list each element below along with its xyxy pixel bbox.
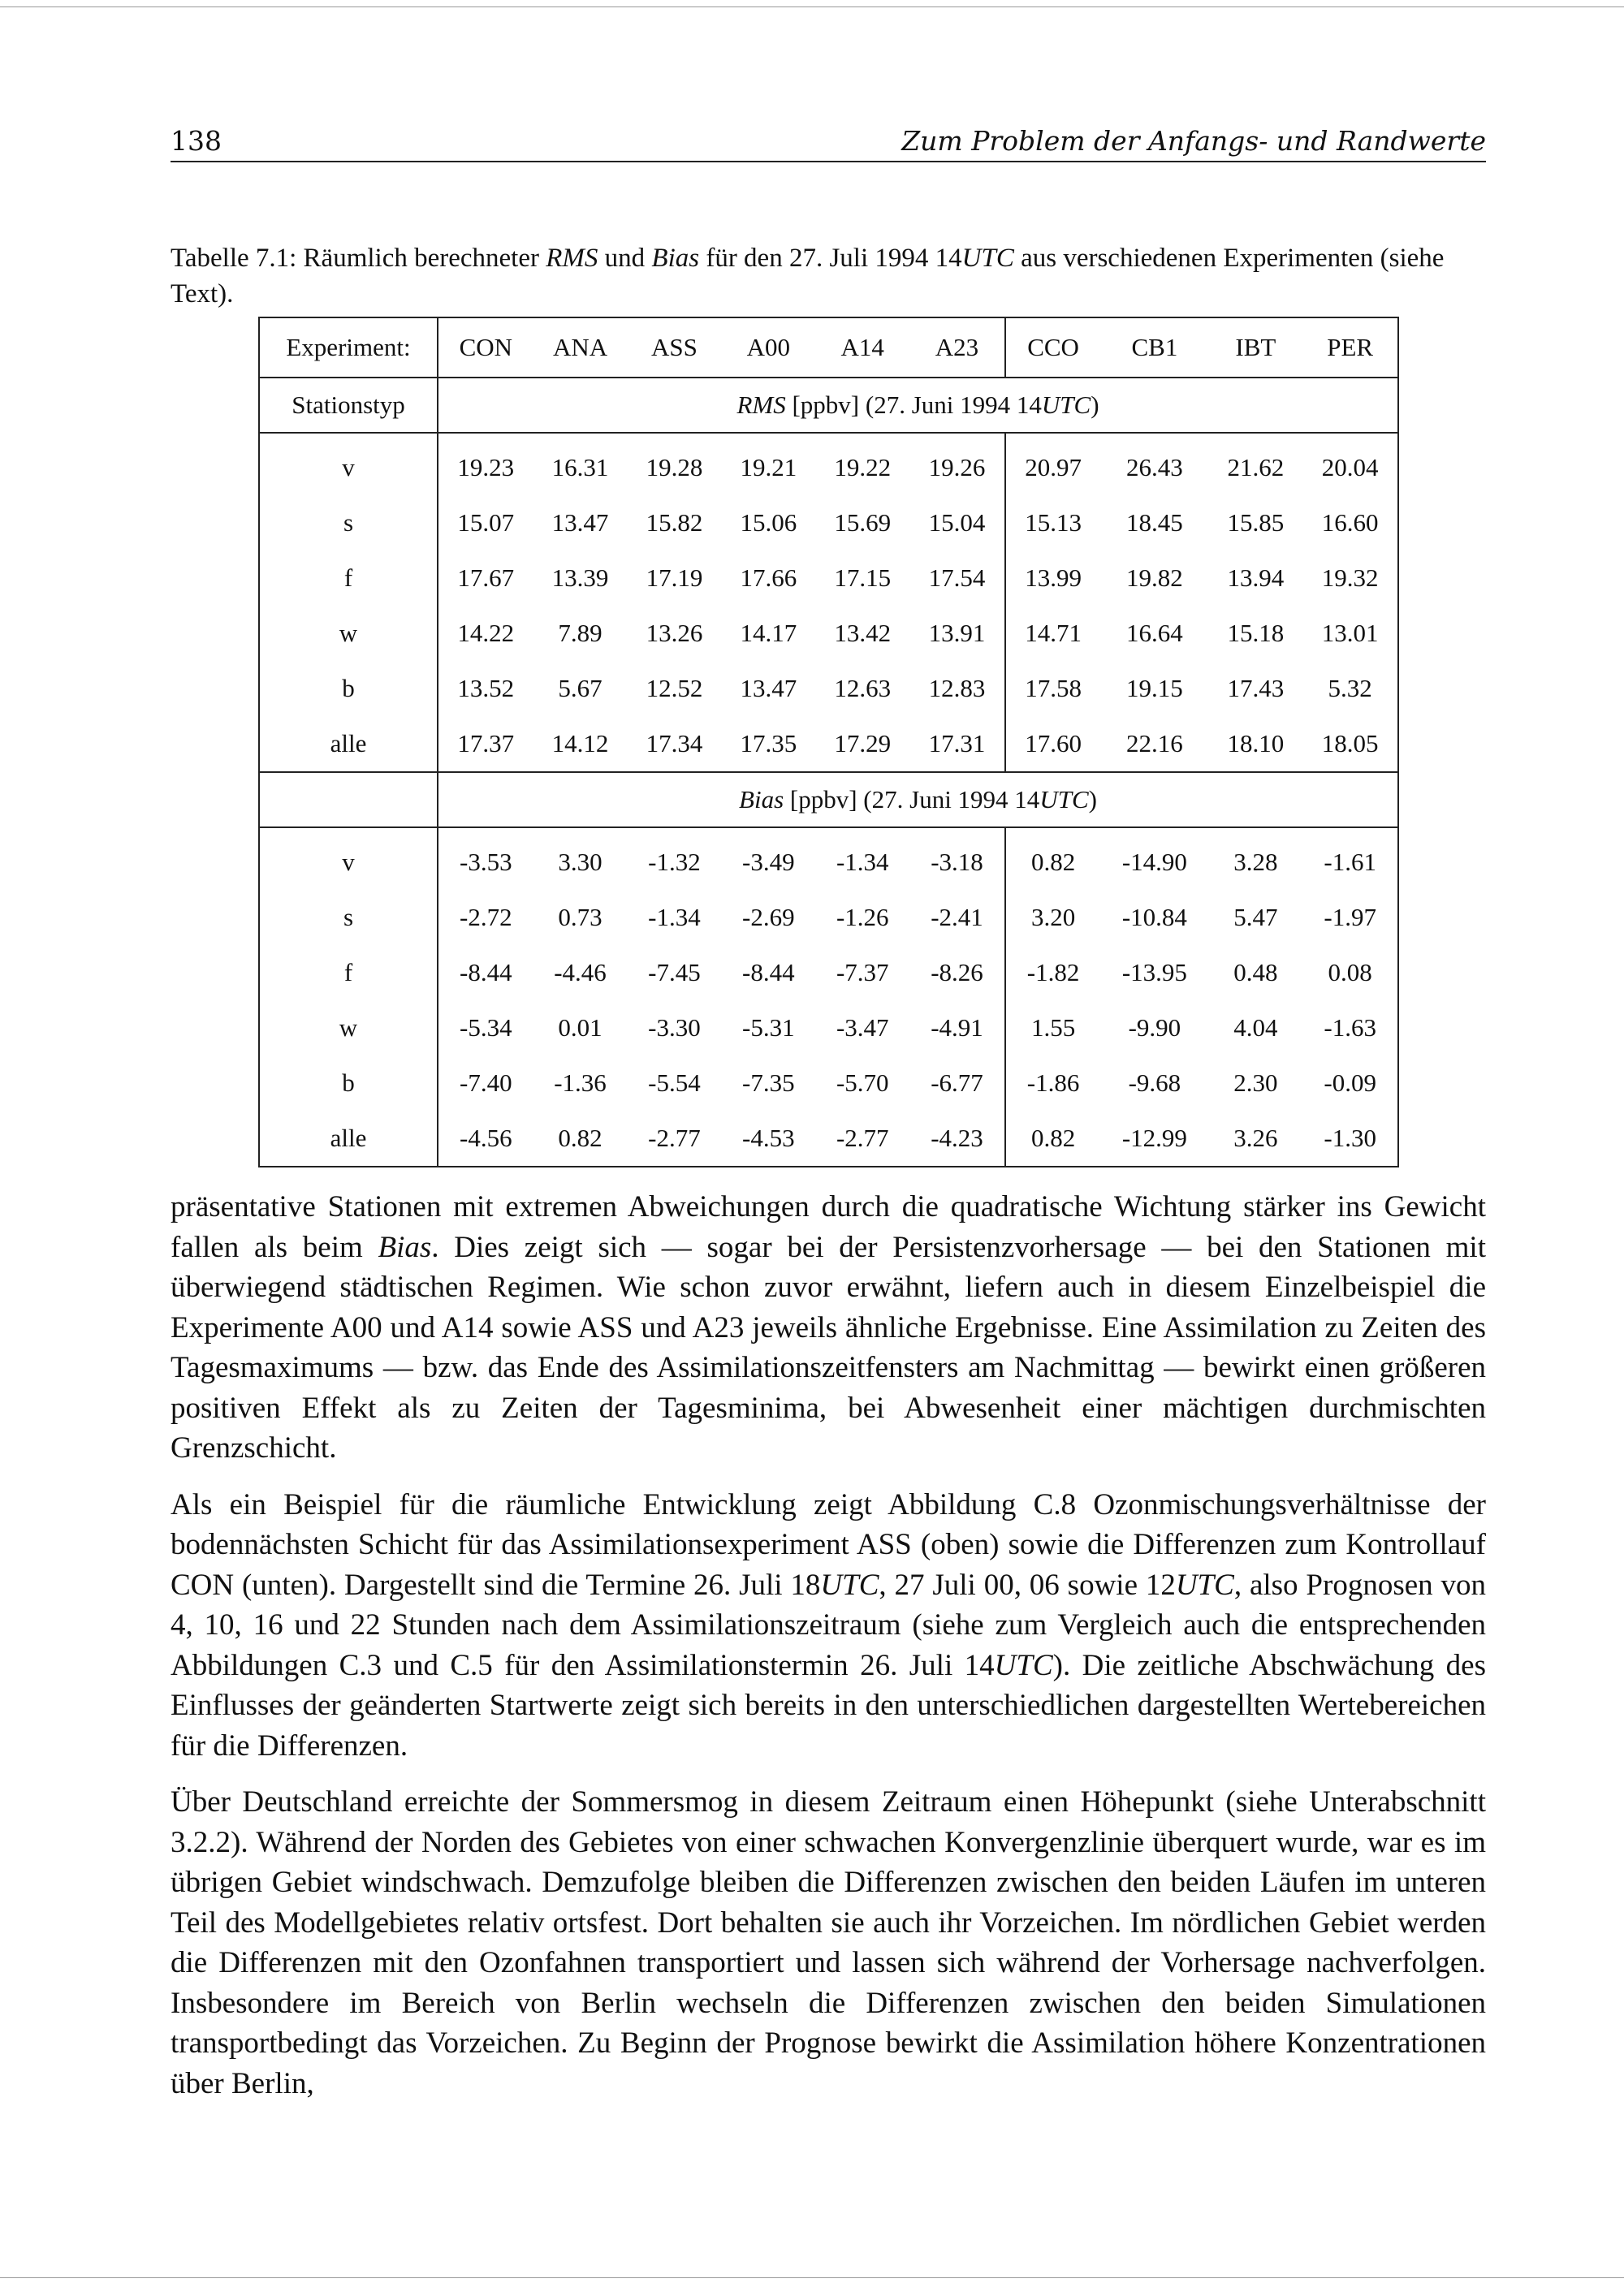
value-cell: -6.77 [931, 1068, 983, 1097]
station-type: b [342, 1068, 355, 1097]
value-cell: -3.49 [721, 827, 815, 890]
value-cell: 20.97 [1005, 433, 1101, 495]
value-cell: 21.62 [1208, 433, 1302, 495]
value-cell: -4.46 [554, 958, 607, 986]
value-cell: -2.41 [931, 903, 983, 931]
value-cell: 17.54 [928, 563, 986, 592]
value-cell: 17.60 [1005, 716, 1101, 772]
value-cell: -1.97 [1324, 903, 1376, 931]
section-header-row [259, 378, 1398, 433]
value-cell: 5.32 [1328, 674, 1372, 702]
value-cell: 17.43 [1227, 674, 1285, 702]
table-row [259, 606, 1398, 661]
value-cell: 0.01 [558, 1013, 603, 1042]
experiment-label: Experiment: [286, 333, 411, 361]
value-cell: 15.85 [1227, 508, 1285, 537]
column-header: CB1 [1131, 333, 1178, 361]
value-cell: 19.28 [627, 433, 721, 495]
column-header: CON [438, 317, 533, 378]
value-cell: -7.35 [742, 1068, 795, 1097]
value-cell: -2.77 [648, 1124, 701, 1152]
value-cell: 17.37 [438, 716, 533, 772]
value-cell: 17.67 [438, 550, 533, 606]
value-cell: -10.84 [1121, 903, 1187, 931]
table-row [259, 716, 1398, 772]
value-cell: 5.67 [558, 674, 603, 702]
value-cell: 14.71 [1005, 606, 1101, 661]
value-cell: 13.47 [551, 508, 609, 537]
value-cell: 19.21 [721, 433, 815, 495]
value-cell: 18.10 [1227, 729, 1285, 757]
table-row [259, 1111, 1398, 1167]
value-cell: -5.31 [742, 1013, 795, 1042]
value-cell: 18.05 [1321, 729, 1379, 757]
value-cell: 14.12 [551, 729, 609, 757]
value-cell: 3.26 [1233, 1124, 1278, 1152]
value-cell: 15.04 [928, 508, 986, 537]
value-cell: -5.70 [836, 1068, 889, 1097]
station-type: f [343, 958, 353, 986]
page-number: 138 [171, 125, 222, 157]
value-cell: 17.19 [646, 563, 703, 592]
scan-edge-bottom [0, 2277, 1624, 2278]
value-cell: 19.32 [1321, 563, 1379, 592]
value-cell: 19.82 [1126, 563, 1183, 592]
value-cell: -2.69 [742, 903, 795, 931]
column-header: ASS [651, 333, 698, 361]
value-cell: -12.99 [1121, 1124, 1187, 1152]
value-cell: 7.89 [558, 619, 603, 647]
table-row [259, 495, 1398, 550]
value-cell: 18.45 [1126, 508, 1183, 537]
value-cell: -13.95 [1121, 958, 1187, 986]
value-cell: 19.23 [438, 433, 533, 495]
value-cell: 0.82 [558, 1124, 603, 1152]
column-header: IBT [1235, 333, 1276, 361]
column-header: PER [1327, 333, 1374, 361]
value-cell: -1.34 [648, 903, 701, 931]
station-type: alle [330, 1124, 367, 1152]
station-type: v [259, 827, 438, 890]
value-cell: -2.72 [438, 890, 533, 945]
section-header-row [259, 772, 1398, 827]
section-title: RMS [ppbv] (27. Juni 1994 14UTC) [438, 378, 1398, 433]
value-cell: -7.40 [438, 1055, 533, 1111]
value-cell: 4.04 [1233, 1013, 1278, 1042]
value-cell: -3.18 [909, 827, 1005, 890]
value-cell: 12.63 [834, 674, 892, 702]
value-cell: -4.23 [931, 1124, 983, 1152]
column-header: A14 [840, 333, 884, 361]
value-cell: -1.32 [627, 827, 721, 890]
value-cell: 17.35 [740, 729, 797, 757]
value-cell: 0.73 [558, 903, 603, 931]
column-header: A23 [935, 333, 979, 361]
value-cell: -1.26 [836, 903, 889, 931]
value-cell: -3.53 [438, 827, 533, 890]
value-cell: -5.34 [438, 1000, 533, 1055]
table-row [259, 1055, 1398, 1111]
value-cell: -2.77 [836, 1124, 889, 1152]
value-cell: -1.34 [815, 827, 909, 890]
value-cell: 13.99 [1005, 550, 1101, 606]
value-cell: -7.37 [836, 958, 889, 986]
value-cell: -5.54 [648, 1068, 701, 1097]
table-row [259, 1000, 1398, 1055]
value-cell: -8.44 [742, 958, 795, 986]
station-type: alle [330, 729, 367, 757]
value-cell: 12.52 [646, 674, 703, 702]
table-header-row [259, 317, 1398, 378]
value-cell: 26.43 [1100, 433, 1208, 495]
body-text [171, 1187, 1486, 2120]
value-cell: 16.64 [1126, 619, 1183, 647]
section-title: Bias [ppbv] (27. Juni 1994 14UTC) [438, 772, 1398, 827]
value-cell: 14.22 [438, 606, 533, 661]
value-cell: -4.56 [438, 1111, 533, 1167]
table-row [259, 945, 1398, 1000]
value-cell: 17.29 [834, 729, 892, 757]
column-header: ANA [552, 333, 608, 361]
value-cell: 13.26 [646, 619, 703, 647]
value-cell: -0.09 [1324, 1068, 1376, 1097]
value-cell: 13.01 [1321, 619, 1379, 647]
value-cell: 13.94 [1227, 563, 1285, 592]
value-cell: 1.55 [1005, 1000, 1101, 1055]
page-header [171, 122, 1486, 162]
value-cell: 3.30 [533, 827, 628, 890]
value-cell: 15.06 [740, 508, 797, 537]
value-cell: 0.08 [1328, 958, 1372, 986]
value-cell: 0.48 [1233, 958, 1278, 986]
value-cell: 5.47 [1233, 903, 1278, 931]
value-cell: 19.26 [909, 433, 1005, 495]
value-cell: 16.60 [1321, 508, 1379, 537]
value-cell: 13.52 [438, 661, 533, 716]
value-cell: 3.20 [1005, 890, 1101, 945]
value-cell: 16.31 [533, 433, 628, 495]
value-cell: 12.83 [928, 674, 986, 702]
value-cell: 13.47 [740, 674, 797, 702]
station-type: w [339, 619, 358, 647]
value-cell: 17.66 [740, 563, 797, 592]
table-row [259, 433, 1398, 495]
value-cell: 22.16 [1126, 729, 1183, 757]
value-cell: -1.86 [1005, 1055, 1101, 1111]
value-cell: 0.82 [1005, 1111, 1101, 1167]
column-header: CCO [1005, 317, 1101, 378]
section-row-label: Stationstyp [259, 378, 438, 433]
value-cell: -1.82 [1005, 945, 1101, 1000]
table-caption: Tabelle 7.1: Räumlich berechneter RMS und Bias für den 27. Juli 1994 14UTC aus verschiedenen Experimenten (siehe Text). [171, 244, 1445, 309]
value-cell: 17.58 [1005, 661, 1101, 716]
value-cell: 13.39 [551, 563, 609, 592]
value-cell: 3.28 [1208, 827, 1302, 890]
value-cell: 15.18 [1227, 619, 1285, 647]
value-cell: 15.13 [1005, 495, 1101, 550]
value-cell: -7.45 [648, 958, 701, 986]
scan-edge-top [0, 6, 1624, 7]
value-cell: 2.30 [1233, 1068, 1278, 1097]
paragraph: Über Deutschland erreichte der Sommersmog in diesem Zeitraum einen Höhepunkt (siehe Unterabschnitt 3.2.2). Während der Norden des Gebietes von einer schwachen Konvergenzlinie überquert wurde, war es im übrigen Gebiet windschwach. Demzufolge bleiben die Differenzen zwischen den beiden Läufen im unteren Teil des Modellgebietes relativ ortsfest. Dort behalten sie auch ihr Vorzeichen. Im nördlichen Gebiet werden die Differenzen mit den Ozonfahnen transportiert und lassen sich während der Vorhersage nachverfolgen. Insbesondere im Bereich von Berlin wechseln die Differenzen zwischen den beiden Simulationen transportbedingt das Vorzeichen. Zu Beginn der Prognose bewirkt die Assimilation höhere Konzentrationen über Berlin, [171, 1785, 1486, 2100]
station-type: s [343, 903, 354, 931]
value-cell: 17.31 [928, 729, 986, 757]
value-cell: -9.68 [1128, 1068, 1181, 1097]
section-row-label [259, 772, 438, 827]
value-cell: -1.30 [1324, 1124, 1376, 1152]
station-type: w [339, 1013, 358, 1042]
value-cell: -9.90 [1128, 1013, 1181, 1042]
station-type: f [343, 563, 353, 592]
value-cell: 13.91 [928, 619, 986, 647]
table-row [259, 550, 1398, 606]
value-cell: 15.69 [834, 508, 892, 537]
table-row [259, 661, 1398, 716]
station-type: b [342, 674, 355, 702]
value-cell: -4.53 [742, 1124, 795, 1152]
value-cell: -1.63 [1324, 1013, 1376, 1042]
value-cell: -14.90 [1100, 827, 1208, 890]
value-cell: 13.42 [834, 619, 892, 647]
value-cell: -8.26 [931, 958, 983, 986]
station-type: v [259, 433, 438, 495]
value-cell: 17.15 [834, 563, 892, 592]
results-table [258, 317, 1399, 1167]
value-cell: -1.36 [554, 1068, 607, 1097]
running-title: Zum Problem der Anfangs- und Randwerte [901, 125, 1486, 157]
value-cell: -4.91 [931, 1013, 983, 1042]
value-cell: -3.30 [648, 1013, 701, 1042]
value-cell: 19.15 [1126, 674, 1183, 702]
paragraph: präsentative Stationen mit extremen Abweichungen durch die quadratische Wichtung stärker ins Gewicht fallen als beim Bias. Dies zeigt sich — sogar bei der Persistenzvorhersage — bei den Stationen mit überwiegend städtischen Regimen. Wie schon zuvor erwähnt, liefern auch in diesem Einzelbeispiel die Experimente A00 und A14 sowie ASS und A23 jeweils ähnliche Ergebnisse. Eine Assimilation zu Zeiten des Tagesmaximums — bzw. das Ende des Assimilationszeitfensters am Nachmittag — bewirkt einen größeren positiven Effekt als zu Zeiten der Tagesminima, bei Abwesenheit einer mächtigen durchmischten Grenzschicht. [171, 1190, 1486, 1465]
value-cell: 15.07 [438, 495, 533, 550]
value-cell: 14.17 [740, 619, 797, 647]
value-cell: -8.44 [438, 945, 533, 1000]
table-row [259, 890, 1398, 945]
value-cell: 0.82 [1005, 827, 1101, 890]
paragraph: Als ein Beispiel für die räumliche Entwicklung zeigt Abbildung C.8 Ozonmischungsverhältnisse der bodennächsten Schicht für das Assimilationsexperiment ASS (oben) sowie die Differenzen zum Kontrollauf CON (unten). Dargestellt sind die Termine 26. Juli 18UTC, 27 Juli 00, 06 sowie 12UTC, also Prognosen von 4, 10, 16 und 22 Stunden nach dem Assimilationszeitraum (siehe zum Vergleich auch die entsprechenden Abbildungen C.3 und C.5 für den Assimilationstermin 26. Juli 14UTC). Die zeitliche Abschwächung des Einflusses der geänderten Startwerte zeigt sich bereits in den unterschiedlichen dargestellten Wertebereichen für die Differenzen. [171, 1487, 1486, 1763]
table-row [259, 827, 1398, 890]
column-header: A00 [746, 333, 791, 361]
value-cell: 17.34 [646, 729, 703, 757]
value-cell: 15.82 [646, 508, 703, 537]
value-cell: -3.47 [836, 1013, 889, 1042]
value-cell: -1.61 [1302, 827, 1398, 890]
station-type: s [343, 508, 354, 537]
value-cell: 19.22 [815, 433, 909, 495]
value-cell: 20.04 [1302, 433, 1398, 495]
